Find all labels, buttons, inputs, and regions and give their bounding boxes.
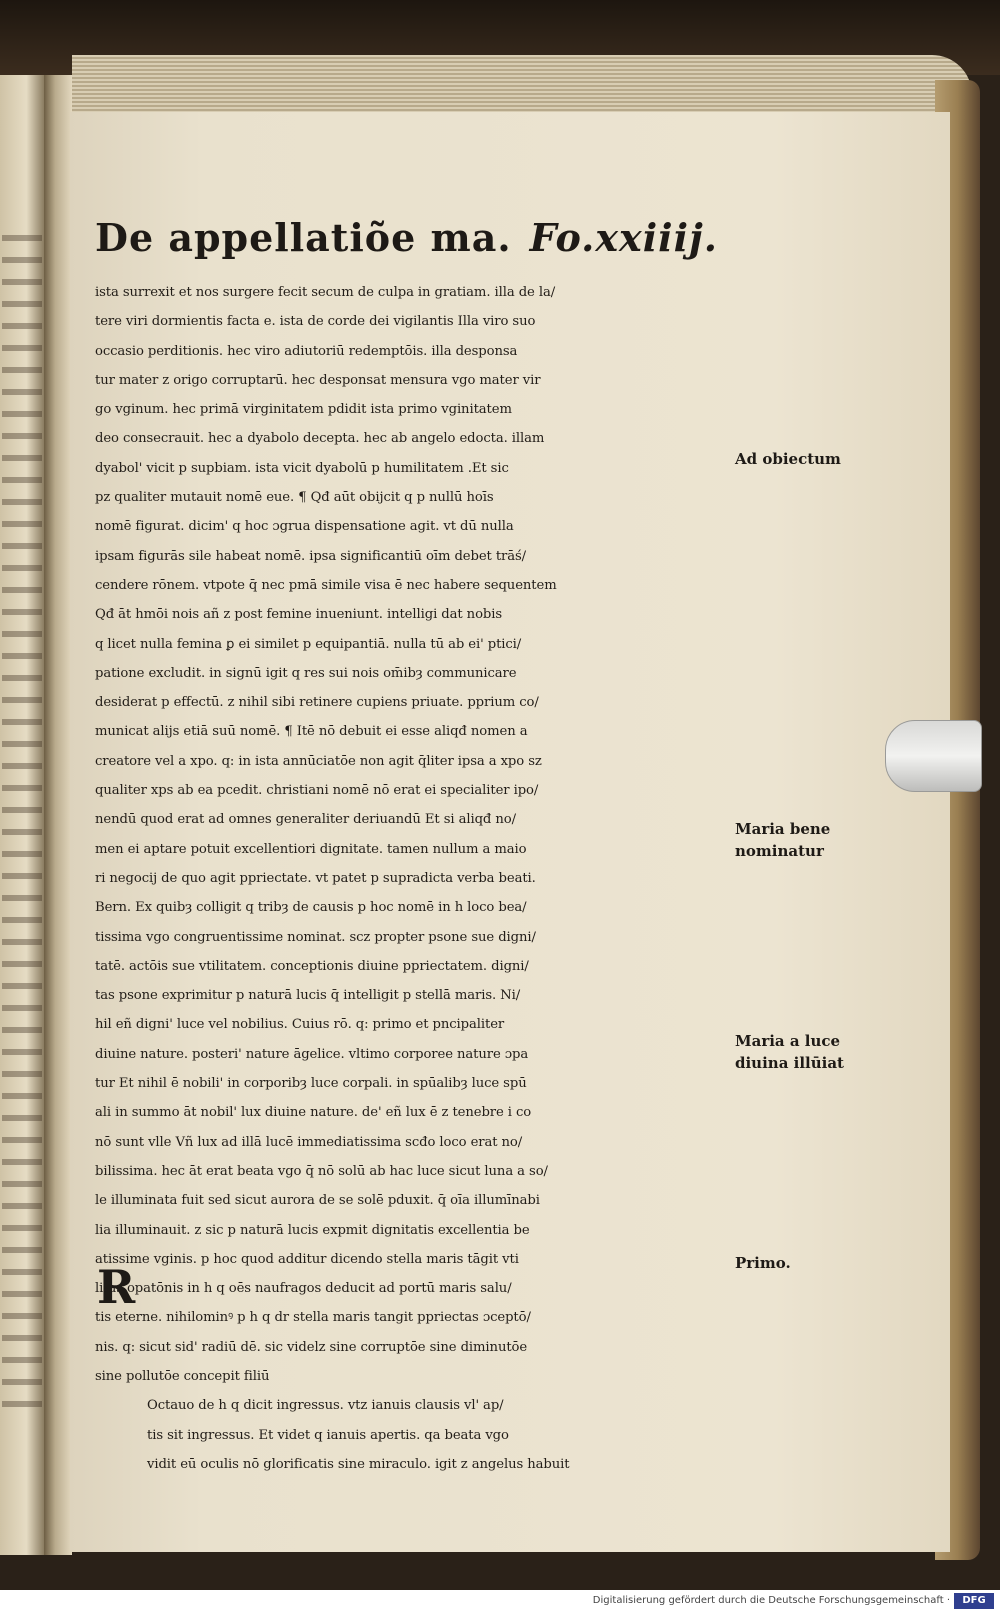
margin-note-line: Maria bene bbox=[735, 820, 831, 838]
text-line: nō sunt vlle Vñ lux ad illā lucē immediatissima scđo loco erat no/ bbox=[95, 1134, 523, 1150]
text-line: diuine nature. posteri' nature āgelice. vltimo corporee nature ɔpa bbox=[95, 1046, 529, 1062]
text-line: ipsam figurās sile habeat nomē. ipsa significantiū oīm debet trāś/ bbox=[95, 548, 527, 564]
text-line: ri negocij de quo agit ppriectate. vt patet p supradicta verba beati. bbox=[95, 870, 536, 886]
margin-note-line: diuina illūiat bbox=[735, 1054, 844, 1072]
margin-note-primo bbox=[735, 1252, 910, 1274]
book-gutter bbox=[44, 75, 72, 1555]
margin-note-line: nominatur bbox=[735, 842, 824, 860]
footer-bar bbox=[0, 1590, 1000, 1614]
drop-capital: R bbox=[97, 1260, 136, 1314]
text-line: nomē figurat. dicim' q hoc ɔgrua dispensatione agit. vt dū nulla bbox=[95, 519, 514, 535]
dfg-logo: DFG bbox=[954, 1593, 994, 1609]
text-line: vidit eū oculis nō glorificatis sine miraculo. igit z angelus habuit bbox=[147, 1456, 570, 1472]
text-line: tis sit ingressus. Et videt q ianuis apertis. qa beata vgo bbox=[147, 1427, 509, 1443]
text-line: tissima vgo congruentissime nominat. scz propter psone sue digni/ bbox=[95, 929, 536, 945]
margin-note-line: Maria a luce bbox=[735, 1032, 841, 1050]
text-line: ali in summo āt nobil' lux diuine nature. de' eñ lux ē z tenebre i co bbox=[95, 1105, 532, 1121]
text-line: cendere rōnem. vtpote q̄ nec pmā simile visa ē nec habere sequentem bbox=[95, 577, 557, 593]
page-header bbox=[95, 215, 725, 260]
text-line: bilissima. hec āt erat beata vgo q̄ nō solū ab hac luce sicut luna a so/ bbox=[95, 1163, 548, 1179]
left-page-fragment bbox=[0, 75, 44, 1555]
text-line: patione excludit. in signū igit q res sui nois om̄ibȝ communicare bbox=[95, 665, 517, 681]
bookmark-clip bbox=[885, 720, 982, 792]
text-line: lia illuminauit. z sic p naturā lucis expmit dignitatis excellentia be bbox=[95, 1222, 530, 1238]
text-line: q licet nulla femina ꝑ ei similet p equipantiā. nulla tū ab ei' ptici/ bbox=[95, 636, 522, 652]
page-stack bbox=[72, 55, 972, 115]
text-line: pz qualiter mutauit nomē eue. ¶ Qđ aūt obijcit q p nullū hoīs bbox=[95, 490, 494, 506]
margin-note-maria-a-luce bbox=[735, 1030, 910, 1074]
running-title: De appellatiõe ma. bbox=[95, 215, 512, 260]
text-line: desiderat p effectū. z nihil sibi retinere cupiens priuate. pprium co/ bbox=[95, 695, 539, 711]
main-text-block bbox=[95, 278, 725, 1479]
text-line: tatē. actōis sue vtilitatem. conceptionis diuine ppriectatem. digni/ bbox=[95, 958, 529, 974]
text-line: tere viri dormientis facta e. ista de corde dei vigilantis Illa viro suo bbox=[95, 314, 536, 330]
text-line: nendū quod erat ad omnes generaliter deriuandū Et si aliqđ no/ bbox=[95, 812, 516, 828]
text-line: occasio perditionis. hec viro adiutoriū redemptōis. illa desponsa bbox=[95, 343, 518, 359]
text-line: tur Et nihil ē nobili' in corporibȝ luce corpali. in spūalibȝ luce spū bbox=[95, 1076, 527, 1092]
margin-note-line: Ad obiectum bbox=[735, 450, 841, 468]
text-line: nis. q: sicut sid' radiū dē. sic videlz sine corruptōe sine diminutōe bbox=[95, 1339, 528, 1355]
text-line: go vginum. hec primā virginitatem pdidit ista primo vginitatem bbox=[95, 402, 512, 418]
text-line: atissime vginis. p hoc quod additur dicendo stella maris tāgit vti bbox=[95, 1251, 519, 1267]
margin-note-maria-bene bbox=[735, 818, 910, 862]
text-line: creatore vel a xpo. q: in ista annūciatōe non agit q̄liter ipsa a xpo sz bbox=[95, 753, 542, 769]
text-line: municat alijs etiā suū nomē. ¶ Itē nō debuit ei esse aliqđ nomen a bbox=[95, 724, 528, 740]
text-line: ista surrexit et nos surgere fecit secum de culpa in gratiam. illa de la/ bbox=[95, 285, 556, 300]
text-line: tas psone exprimitur p naturā lucis q̄ intelligit p stellā maris. Ni/ bbox=[95, 988, 521, 1004]
text-line: hil eñ digni' luce vel nobilius. Cuius rō. q: primo et pncipaliter bbox=[95, 1017, 505, 1033]
text-line: tis eterne. nihilominꝰ p h q dr stella maris tangit ppriectas ɔceptō/ bbox=[95, 1310, 531, 1326]
margin-note-ad-obiectum bbox=[735, 448, 910, 470]
text-line: Qđ āt hmōi nois añ z post femine inueniunt. intelligi dat nobis bbox=[95, 607, 503, 623]
text-line: tur mater z origo corruptarū. hec desponsat mensura vgo mater vir bbox=[95, 372, 541, 388]
text-line: le illuminata fuit sed sicut aurora de se solē pduxit. q̄ oīa illumīnabi bbox=[95, 1193, 540, 1209]
text-line: Octauo de h q dicit ingressus. vtz ianuis clausis vl' ap/ bbox=[147, 1398, 504, 1414]
folio-number: Fo.xxiiij. bbox=[529, 215, 718, 260]
text-line: litas opatōnis in h q oēs naufragos deducit ad portū maris salu/ bbox=[95, 1281, 512, 1297]
text-line: deo consecrauit. hec a dyabolo decepta. hec ab angelo edocta. illam bbox=[95, 431, 545, 447]
text-line: qualiter xps ab ea pcedit. christiani nomē nō erat ei specialiter ipo/ bbox=[95, 783, 539, 799]
text-line: Bern. Ex quibȝ colligit q tribȝ de causis p hoc nomē in h loco bea/ bbox=[95, 900, 527, 916]
text-line: dyabol' vicit p supbiam. ista vicit dyabolū p humilitatem .Et sic bbox=[95, 460, 509, 476]
left-page-text-shadow bbox=[2, 235, 42, 1415]
footer-credit: Digitalisierung gefördert durch die Deutsche Forschungsgemeinschaft · bbox=[592, 1595, 950, 1606]
text-line: sine pollutōe concepit filiū bbox=[95, 1368, 270, 1384]
margin-note-line: Primo. bbox=[735, 1254, 791, 1272]
text-line: men ei aptare potuit excellentiori dignitate. tamen nullum a maio bbox=[95, 841, 527, 857]
